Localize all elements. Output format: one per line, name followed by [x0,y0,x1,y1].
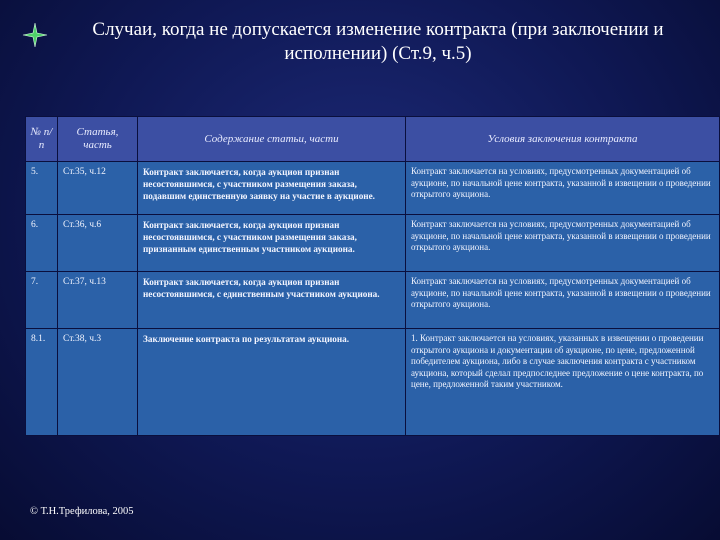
cell-number: 7. [26,272,58,329]
cell-conditions: 1. Контракт заключается на условиях, указанных в извещении о проведении открытого аукциона и документации об аукционе, по цене, предложенной победителем аукциона, либо в случае заключения контракта с участником аукциона, который сделал предпоследнее предложение о цене контракта, по цене, предложенной таким участником. [406,329,720,436]
contract-table [25,116,720,436]
cell-content: Контракт заключается, когда аукцион признан несостоявшимся, с участником размещения заказа, подавшим единственную заявку на участие в аукционе. [138,162,406,215]
cell-conditions: Контракт заключается на условиях, предусмотренных документацией об аукционе, по начальной цене контракта, указанной в извещении о проведении открытого аукциона. [406,272,720,329]
copyright-footer: © Т.Н.Трефилова, 2005 [30,506,134,517]
cell-content: Контракт заключается, когда аукцион признан несостоявшимся, с участником размещения заказа, признанным единственным участником аукциона. [138,215,406,272]
cell-number: 6. [26,215,58,272]
header-conditions: Условия заключения контракта [406,117,720,162]
cell-content: Заключение контракта по результатам аукциона. [138,329,406,436]
table-row [26,272,720,329]
cell-article: Ст.36, ч.6 [58,215,138,272]
header-content: Содержание статьи, части [138,117,406,162]
table-row [26,215,720,272]
slide-title: Случаи, когда не допускается изменение контракта (при заключении и исполнении) (Ст.9, ч.5) [92,19,664,64]
cell-conditions: Контракт заключается на условиях, предусмотренных документацией об аукционе, по начальной цене контракта, указанной в извещении о проведении открытого аукциона. [406,215,720,272]
slide-header [22,18,712,80]
table-row [26,329,720,436]
table-header-row [26,117,720,162]
cell-article: Ст.38, ч.3 [58,329,138,436]
cell-content: Контракт заключается, когда аукцион признан несостоявшимся, с единственным участником аукциона. [138,272,406,329]
cell-number: 5. [26,162,58,215]
cell-article: Ст.35, ч.12 [58,162,138,215]
cell-number: 8.1. [26,329,58,436]
cell-article: Ст.37, ч.13 [58,272,138,329]
contract-table-container [25,116,719,466]
header-article: Статья, часть [58,117,138,162]
header-number: № п/п [26,117,58,162]
table-row [26,162,720,215]
cell-conditions: Контракт заключается на условиях, предусмотренных документацией об аукционе, по начальной цене контракта, указанной в извещении о проведении открытого аукциона. [406,162,720,215]
star-bullet-icon [22,22,48,48]
